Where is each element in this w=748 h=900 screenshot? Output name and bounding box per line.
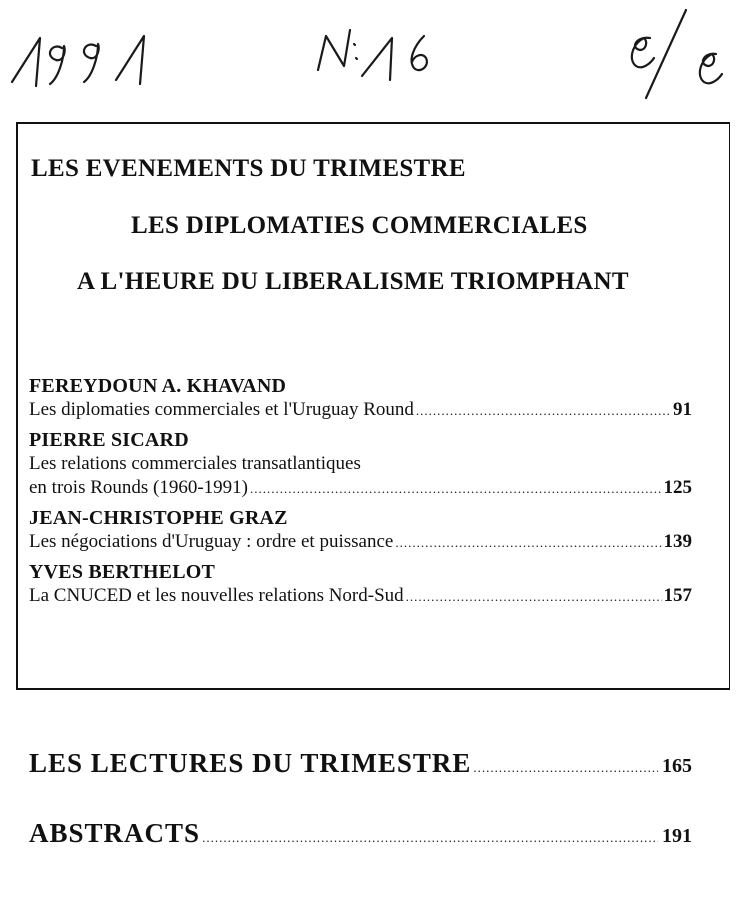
section-page-number: 165: [662, 755, 692, 777]
entry-title-line: [29, 530, 692, 555]
section-title: ABSTRACTS: [29, 818, 201, 848]
dot-leader: [406, 585, 662, 609]
box-heading-2: LES DIPLOMATIES COMMERCIALES: [131, 212, 588, 239]
handwritten-issue-number: [318, 30, 427, 80]
entry-title-line: [29, 476, 692, 501]
box-heading-1: LES EVENEMENTS DU TRIMESTRE: [31, 155, 466, 182]
entry-author: JEAN-CHRISTOPHE GRAZ: [29, 507, 288, 529]
entry-title: Les diplomaties commerciales et l'Uruguay Round: [29, 399, 414, 420]
box-heading-3: A L'HEURE DU LIBERALISME TRIOMPHANT: [77, 268, 629, 295]
toc-entry: [29, 429, 692, 501]
handwritten-year: [12, 36, 144, 86]
entry-page-number: 125: [663, 477, 692, 498]
handwriting-svg: [0, 0, 748, 110]
entry-title-line: [29, 452, 692, 476]
dot-leader: [395, 531, 661, 555]
entry-title-line: [29, 584, 692, 609]
section-lectures: [29, 748, 692, 779]
handwritten-initials: [632, 10, 722, 98]
entry-title-line: [29, 398, 692, 423]
entry-page-number: 139: [663, 531, 692, 552]
entry-author: YVES BERTHELOT: [29, 561, 216, 583]
entry-title: Les négociations d'Uruguay : ordre et puissance: [29, 531, 394, 552]
toc-entry: [29, 375, 692, 423]
dot-leader: [416, 399, 671, 423]
entry-author: PIERRE SICARD: [29, 429, 189, 451]
toc-entry: [29, 561, 692, 609]
dot-leader: [202, 830, 658, 846]
entry-author: FEREYDOUN A. KHAVAND: [29, 375, 287, 397]
section-page-number: 191: [662, 825, 692, 847]
section-abstracts: [29, 818, 692, 849]
toc-entries: [29, 375, 692, 615]
entry-title-continued: en trois Rounds (1960-1991): [29, 477, 249, 498]
handwritten-annotations: [0, 0, 748, 110]
section-title: LES LECTURES DU TRIMESTRE: [29, 748, 472, 778]
entry-title: La CNUCED et les nouvelles relations Nord-Sud: [29, 585, 404, 606]
dot-leader: [473, 760, 658, 776]
entry-page-number: 157: [663, 585, 692, 606]
entry-title: Les relations commerciales transatlantiques: [29, 453, 361, 474]
toc-entry: [29, 507, 692, 555]
entry-page-number: 91: [673, 399, 692, 420]
dot-leader: [250, 477, 661, 501]
